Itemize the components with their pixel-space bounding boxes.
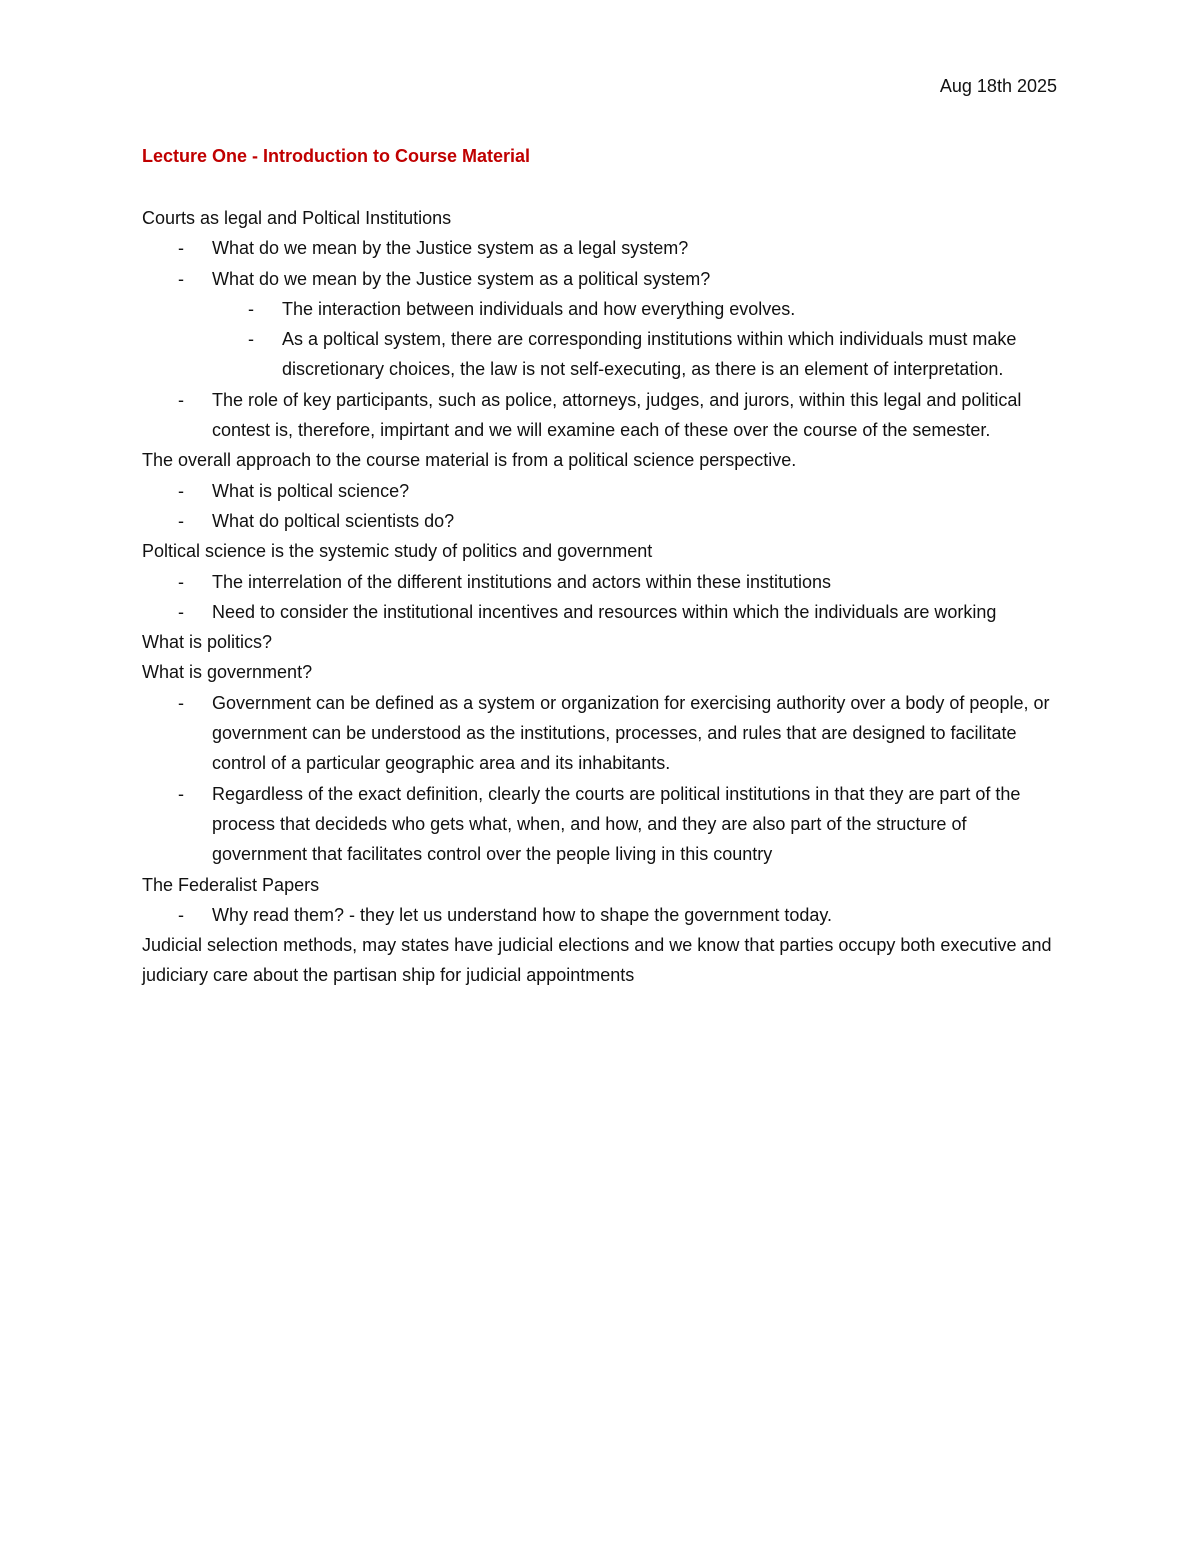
- bullet-text: The interaction between individuals and how everything evolves.: [282, 298, 796, 319]
- paragraph: What is politics?: [142, 632, 273, 653]
- bullet-dash: -: [178, 510, 184, 531]
- bullet-text: The role of key participants, such as police, attorneys, judges, and jurors, within this legal and political contest is, therefore, impirtant and we will examine each of these over the course of the semester.: [212, 389, 1022, 441]
- bullet-item: [142, 233, 1062, 263]
- bullet-dash: -: [178, 389, 184, 410]
- bullet-item: [142, 476, 1062, 506]
- bullet-item: [142, 506, 1062, 536]
- paragraph: The Federalist Papers: [142, 874, 320, 895]
- paragraph: Poltical science is the systemic study of politics and government: [142, 541, 653, 562]
- paragraph: Courts as legal and Poltical Institutions: [142, 208, 452, 228]
- bullet-dash: -: [178, 692, 184, 713]
- bullet-text: What do we mean by the Justice system as a legal system?: [212, 238, 689, 259]
- bullet-text: Regardless of the exact definition, clearly the courts are political institutions in that they are part of the process that decideds who gets what, when, and how, and they are also part of the structure of government that facilitates control over the people living in this country: [212, 783, 1021, 865]
- bullet-dash: -: [178, 480, 184, 501]
- bullet-text: What do poltical scientists do?: [212, 510, 455, 531]
- document-body: [142, 203, 1062, 991]
- paragraph: The overall approach to the course material is from a political science perspective.: [142, 450, 797, 471]
- bullet-dash: -: [178, 571, 184, 592]
- bullet-text: What is poltical science?: [212, 480, 410, 501]
- bullet-dash: -: [178, 601, 184, 622]
- paragraph: Judicial selection methods, may states have judicial elections and we know that parties occupy both executive and judiciary care about the partisan ship for judicial appointments: [142, 935, 1052, 986]
- bullet-text: Need to consider the institutional incentives and resources within which the individuals are working: [212, 601, 997, 622]
- bullet-text: As a poltical system, there are corresponding institutions within which individuals must make discretionary choices, the law is not self-executing, as there is an element of interpretation.: [282, 329, 1017, 380]
- bullet-item: [142, 688, 1062, 779]
- document-date: Aug 18th 2025: [939, 76, 1057, 96]
- bullet-dash: -: [248, 298, 254, 319]
- bullet-dash: -: [248, 329, 254, 350]
- sub-bullet-item: [142, 294, 1062, 324]
- bullet-dash: -: [178, 904, 184, 925]
- bullet-item: [142, 567, 1062, 597]
- bullet-item: [142, 385, 1062, 446]
- bullet-text: Government can be defined as a system or organization for exercising authority over a body of people, or government can be understood as the institutions, processes, and rules that are designed to facilitate control of a particular geographic area and its inhabitants.: [212, 692, 1050, 774]
- bullet-dash: -: [178, 783, 184, 804]
- bullet-item: [142, 597, 1062, 627]
- bullet-text: Why read them? - they let us understand how to shape the government today.: [212, 904, 833, 925]
- bullet-text: The interrelation of the different institutions and actors within these institutions: [212, 571, 832, 592]
- bullet-text: What do we mean by the Justice system as a political system?: [212, 268, 711, 289]
- document-title: Lecture One - Introduction to Course Material: [142, 146, 531, 166]
- paragraph: What is government?: [142, 662, 313, 683]
- bullet-dash: -: [178, 238, 184, 259]
- bullet-item: [142, 779, 1062, 870]
- bullet-item: [142, 900, 1062, 930]
- bullet-dash: -: [178, 268, 184, 289]
- bullet-item: [142, 264, 1062, 294]
- sub-bullet-item: [142, 324, 1062, 385]
